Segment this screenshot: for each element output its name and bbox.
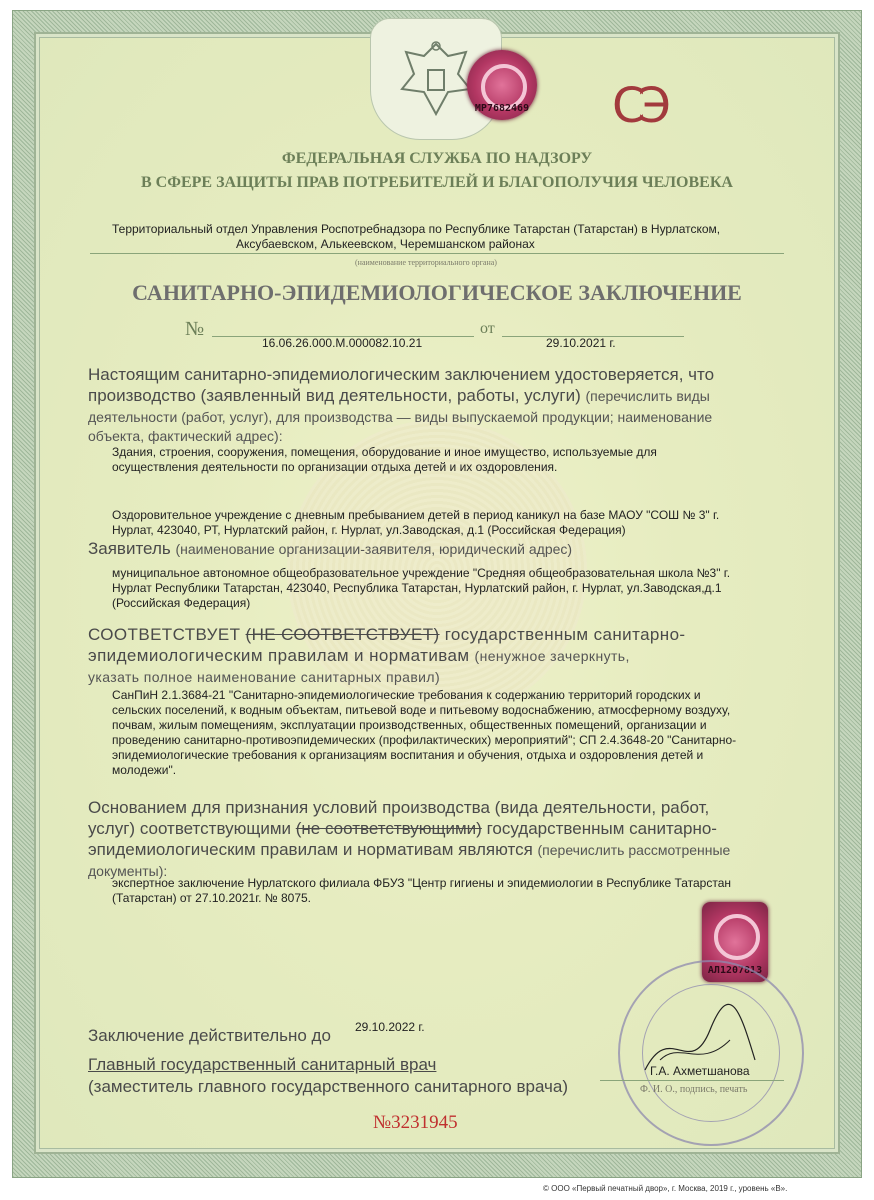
date-value: 29.10.2021 г. [546, 336, 616, 350]
applicant-label [88, 538, 572, 560]
ce-mark-icon: СЭ [612, 78, 664, 134]
basis-hint2: документы): [88, 863, 168, 879]
rule-line: проведению санитарно-противоэпидемических (профилактических) мероприятий"; СП 2.4.3648-20 "Санитарно- [112, 733, 737, 747]
document-title: САНИТАРНО-ЭПИДЕМИОЛОГИЧЕСКОЕ ЗАКЛЮЧЕНИЕ [132, 280, 742, 305]
rule-line: СанПиН 2.1.3684-21 "Санитарно-эпидемиологические требования к содержанию территорий городских и [112, 688, 701, 702]
coat-of-arms-icon [396, 34, 476, 124]
address-line2: Нурлат, 423040, РТ, Нурлатский район, г. Нурлат, ул.Заводская, д.1 (Российская Федерация) [112, 523, 626, 537]
serial-number: №3231945 [373, 1112, 458, 1133]
compliance-hint1: (ненужное зачеркнуть, [474, 648, 630, 664]
basis-line1: Основанием для признания условий производства (вида деятельности, работ, [88, 798, 710, 817]
agency-name-line1: ФЕДЕРАЛЬНАЯ СЛУЖБА ПО НАДЗОРУ [281, 150, 593, 167]
applicant-block [112, 566, 730, 611]
number-value: 16.06.26.000.М.000082.10.21 [262, 336, 423, 350]
object-block [112, 445, 657, 475]
object-line1: Здания, строения, сооружения, помещения, оборудование и иное имущество, используемые для [112, 445, 657, 459]
conforms-label: СООТВЕТСТВУЕТ [88, 625, 241, 644]
rule-line: почвам, жилым помещениям, эксплуатации производственных, общественных помещений, организации и [112, 718, 707, 732]
basis-line3: эпидемиологическим правилам и нормативам являются [88, 840, 533, 859]
validity-label: Заключение действительно до [88, 1026, 331, 1045]
basis-doc-line1: экспертное заключение Нурлатского филиала ФБУЗ "Центр гигиены и эпидемиологии в Республике Татарстан [112, 876, 732, 890]
basis-hint1: (перечислить рассмотренные [537, 842, 731, 858]
hologram-seal-bottom: АЛ1207813 [702, 902, 768, 982]
agency-name-line2: В СФЕРЕ ЗАЩИТЫ ПРАВ ПОТРЕБИТЕЛЕЙ И БЛАГОПОЛУЧИЯ ЧЕЛОВЕКА [141, 174, 733, 191]
compliance-hint2: указать полное наименование санитарных правил) [88, 669, 441, 685]
address-block [112, 508, 719, 538]
applicant-line2: Нурлат Республики Татарстан, 423040, Республика Татарстан, Нурлатский район, г. Нурлат, ул.Заводская,д.1 [112, 581, 722, 595]
basis-line2b: государственным санитарно- [486, 819, 717, 838]
rule-line: сельских поселений, к водным объектам, питьевой воде и питьевому водоснабжению, атмосферному воздуху, [112, 703, 731, 717]
validity-date: 29.10.2022 г. [355, 1020, 425, 1034]
signer-name: Г.А. Ахметшанова [650, 1064, 750, 1078]
signer-role: Главный государственный санитарный врач [88, 1055, 437, 1074]
hologram-seal-top: МР7682469 [467, 50, 537, 120]
printer-info: © ООО «Первый печатный двор», г. Москва, 2019 г., уровень «В». [543, 1184, 788, 1193]
applicant-line3: (Российская Федерация) [112, 596, 251, 610]
number-label: № [185, 318, 205, 340]
compliance-line2: эпидемиологическим правилам и нормативам [88, 646, 470, 665]
office-line1: Территориальный отдел Управления Роспотребнадзора по Республике Татарстан (Татарстан) в Нурлатском, [112, 222, 721, 236]
certify-line1: Настоящим санитарно-эпидемиологическим заключением удостоверяется, что [88, 365, 715, 384]
basis-doc-line2: (Татарстан) от 27.10.2021г. № 8075. [112, 891, 312, 905]
certify-block [88, 364, 788, 445]
basis-docs [112, 876, 731, 906]
basis-line2a: услуг) соответствующими [88, 819, 292, 838]
certify-line2: производство (заявленный вид деятельности, работы, услуги) [88, 386, 581, 405]
not-conforms-label: (НЕ СООТВЕТСТВУЕТ) [245, 625, 440, 644]
applicant-line1: муниципальное автономное общеобразовательное учреждение "Средняя общеобразовательная школа №3" г. [112, 566, 731, 580]
date-label: от [480, 320, 495, 337]
applicant-hint: (наименование организации-заявителя, юридический адрес) [175, 541, 573, 557]
rule-line: молодежи". [112, 763, 177, 777]
address-line1: Оздоровительное учреждение с дневным пребыванием детей в период каникул на базе МАОУ "СОШ № 3" г. [112, 508, 720, 522]
compliance-line1-rest: государственным санитарно- [444, 625, 686, 644]
applicant-title: Заявитель [88, 539, 171, 558]
object-line2: осуществления деятельности по организации отдыха детей и их оздоровления. [112, 460, 558, 474]
certify-hint2: деятельности (работ, услуг), для производства — виды выпускаемой продукции; наименование [88, 409, 713, 425]
signer-role-alt: (заместитель главного государственного санитарного врача) [88, 1077, 568, 1096]
office-caption: (наименование территориального органа) [355, 258, 497, 267]
certify-hint3: объекта, фактический адрес): [88, 428, 283, 444]
rules-block [112, 688, 736, 778]
signer-caption: Ф. И. О., подпись, печать [640, 1084, 748, 1095]
certify-hint1: (перечислить виды [585, 388, 710, 404]
compliance-block [88, 624, 788, 688]
rule-line: эпидемиологические требования к организациям воспитания и обучения, отдыха и оздоровления детей и [112, 748, 704, 762]
office-line2: Аксубаевском, Алькеевском, Черемшанском районах [236, 237, 535, 251]
basis-block [88, 797, 788, 882]
basis-strike: (не соответствующими) [295, 819, 482, 838]
